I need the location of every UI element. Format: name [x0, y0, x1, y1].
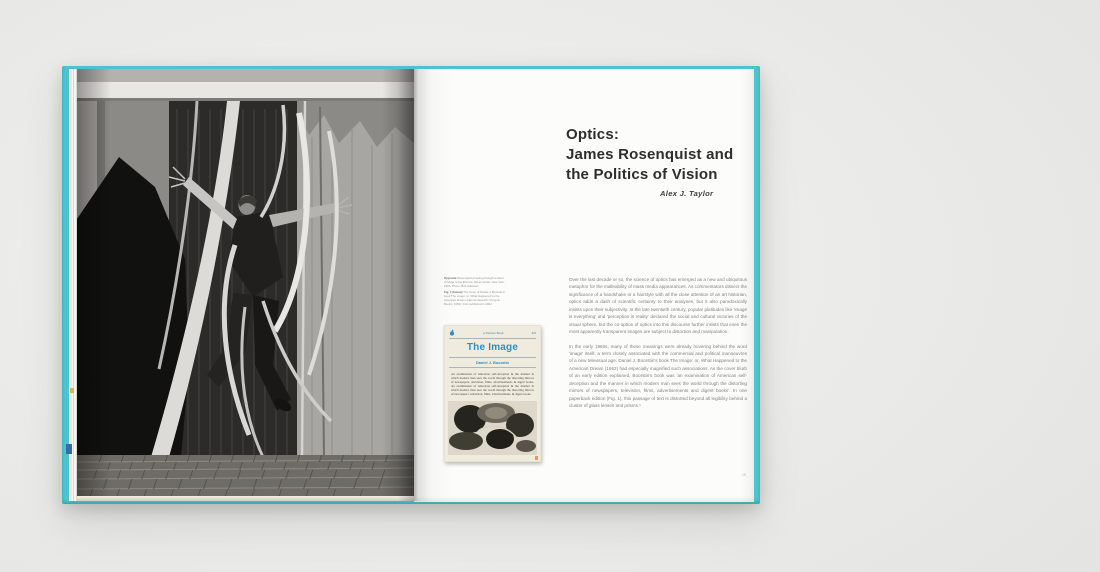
pelican-imprint: a Pelican Book	[483, 330, 504, 335]
caption-fig1-text: The cover of Daniel J. Boorstin's book The Image: or, What Happened to the American Dream (Harmondsworth: Penguin Books, 1963). First published in 1962.	[444, 289, 505, 307]
title-line-1: Optics:	[566, 126, 620, 143]
essay-title	[566, 125, 733, 185]
page-number: 15	[742, 473, 746, 477]
pelican-price: 4/6	[531, 330, 536, 335]
book-spread	[62, 66, 760, 504]
figure-caption	[444, 276, 505, 308]
cover-author: Daniel J. Boorstin	[475, 359, 510, 365]
cover-title: The Image	[466, 342, 519, 353]
essay-author: Alex J. Taylor	[660, 189, 714, 198]
essay-paragraph-1: Over the last decade or so, the science of optics has emerged as a new and ubiquitous metaphor for the malleability of mass media appearances. As commentators dissect the significance of a handshake or a hairstyle with all the close attention of an art historian, optics adds a dash of scientific certainty to their analyses, but it also paradoxically insists upon their subjectivity. In the late twentieth century, popular platitudes like 'image is everything' and 'perception is reality' declared the social and cultural victories of the visual sphere, but the co-option of optics into this discourse further insists that even the most apparently transparent images are subject to distortion and manipulation.	[569, 277, 747, 335]
title-line-3: the Politics of Vision	[566, 166, 718, 184]
cover-rule	[449, 357, 536, 358]
amber-page-edge-mark	[70, 388, 74, 393]
page-stack-edge	[69, 69, 77, 501]
caption-opposite-label: Opposite	[444, 276, 457, 280]
pelican-book-cover	[444, 325, 541, 462]
cover-rule	[449, 367, 536, 368]
bottom-page-edge	[77, 496, 414, 501]
penguin-colophon-mark	[535, 456, 538, 460]
caption-fig1-label: Fig. 1 (below)	[444, 289, 463, 294]
title-line-2: James Rosenquist and	[566, 146, 734, 164]
left-page	[77, 69, 414, 501]
cover-rule	[449, 338, 536, 339]
caption-fig1	[444, 290, 505, 307]
right-page	[414, 69, 754, 502]
essay-text	[569, 276, 747, 416]
caption-opposite-text: Rosenquist jumping through a sheet of Mylar at his Broome Street studio, New York, 1966. Photo: Bob Adelman	[444, 276, 505, 289]
essay-paragraph-2: In the early 1960s, many of these meanings were already hovering behind the word 'image' itself, a term closely associated with the commercial and political manoeuvres of a new televisual age. Daniel J. Boorstin's book The Image: or, What Happened to the American Dream (1962) had especially magnified such associations. As the cover blurb of an early edition explained, Boorstin's book was 'an examination of American self-deception and the manner in which modern man sees the world through the distorting mirrors of newspapers, television, films, advertisements and digest books'. In one paperback edition (Fig. 1), this passage of text is distorted beyond all legibility behind a cluster of glass lenses and prisms.¹	[569, 343, 747, 408]
lens-photo	[448, 401, 537, 455]
rosenquist-jump-photo	[77, 69, 414, 501]
blue-page-edge-mark	[66, 444, 72, 454]
pelican-icon	[449, 329, 455, 336]
caption-opposite	[444, 276, 505, 288]
cover-blurb: An examination of American self-deception & the manner in which modern man sees the world through the distorting mirrors of newspapers, television, films, advertisements, & digest books. An examination of American self-deception & the manner in which modern man sees the world through the distorting mirrors of newspapers, television, films, advertisements, & digest books.	[451, 372, 534, 397]
pelican-cover-header	[449, 328, 536, 337]
glass-lenses-image	[448, 401, 537, 455]
